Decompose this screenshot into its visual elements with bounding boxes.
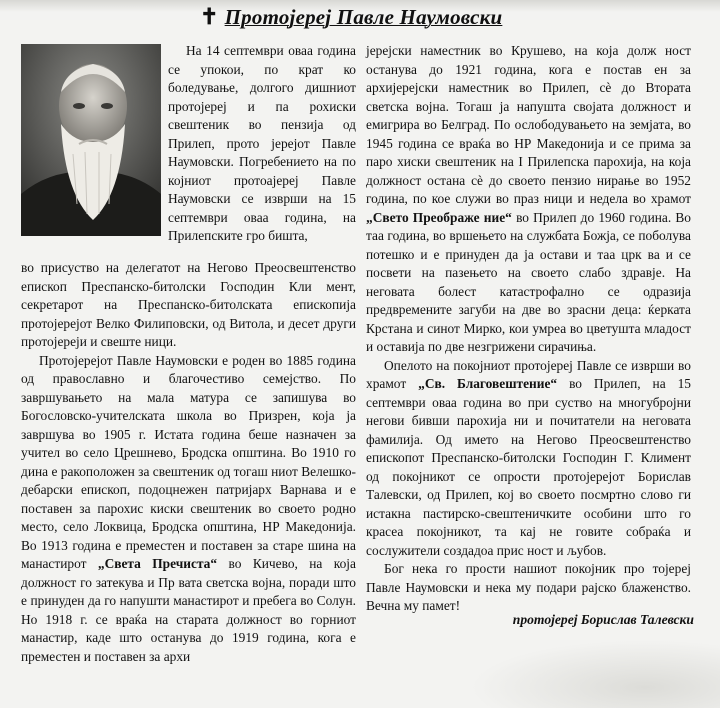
biography-text-a: Протојерејот Павле Наумовски е роден во 1885 година од православно и благочестиво семејство. По завршувањето на мала матура се запишува во Богословско-учителската школа во Призрен, која ја завршува во 1905 г. Истата година беше назначен за учител во село Црешнево, Бродска општина. Во 1910 го дина е ракоположен за свештеник од тогаш ниот Велешко-дебарски епископ, подоцнежен патријарх Варнава и е поставен за парохис киски свештеник во своето родно место, село Локвица, Бродска општина, НР Македонија. Во 1913 година е преместен и поставен за старе шина на манастирот (21, 352, 356, 571)
author-signature: протојереј Борислав Талевски (512, 612, 694, 627)
paragraph-intro: На 14 септември оваа година се упокои, по крат ко боледување, долгого дишниот протојереј и па рохиски свештеник во пензија од Прилеп, прото јерејот Павле Наумовски. Погребението на по којниот протоаjереј Павле Наумовски се изврши на 15 септември оваа година, на Прилепските гро биштa, (168, 43, 356, 243)
paragraph-career (366, 42, 691, 357)
reverse-page-bleed (470, 640, 720, 708)
annunciation-church-name: „Св. Благовештение“ (418, 376, 558, 391)
paragraph-closing-prayer: Бог нека го прости нашиот покојник про тојереј Павле Наумовски и нека му подари рајско блаженство. Вечна му памет! (366, 561, 691, 613)
column-2 (366, 42, 691, 616)
portrait-image (21, 44, 161, 236)
column-1-bottom (21, 259, 356, 666)
paragraph-funeral-attendees: во присуство на делегатот на Негово Преосвештенство епископ Преспанско-битолски Господин Кли мент, секретарот на Преспанско-битолската епископија протојереjот Велко Филиповски, од Витола, и десет други протојереји и свеште ници. (21, 260, 356, 349)
biography-text-b: во Кичево, на која должност го затекува и Пр вата светска војна, поради што е принуден да го напушти манастирот и пребега во Солун. Но 1918 г. се враќа на старата должност во горниот манастир, каде што останува до 1919 година, кога е преместен и поставен за архи (21, 556, 356, 664)
service-text-b: во Прилеп, на 15 септември оваа година во при суство на многубројни негови бивши парохија ни и почитатели на неговата фамилија. Од името на Негово Преосвештенство епископот Преспанско-битолски Господин Г. Климент од покојникот се опрости протојерејот Борислав Талевски, од Прилеп, кој во своето посмртно слово ги истакна пастирско-свештеничките особини што го красеа покојникот, та кај не говите собраќа и сослужители создадоа прис ност и љубов. (366, 376, 691, 558)
portrait-photo (21, 44, 161, 236)
church-name: „Свето Преображе ние“ (366, 209, 512, 225)
column-1-top (168, 42, 356, 246)
obituary-title (200, 4, 540, 30)
paragraph-biography (21, 352, 356, 667)
career-text-b: во Прилеп до 1960 година. Во таа година, во вршењето на службата Божја, се поболува потешко и е принуден да ја остави и таа црк ва и се посвети на пазењето на своето слабо здравје. На неговата болест катастрофално се одразија предвремените загуби на две во зрасни деца: ќерката Крстана и синот Мирко, кои умреа во цветушта младост и оставија по две незгрижени сирачиња. (366, 209, 692, 354)
cross-icon: ✝ (200, 4, 219, 29)
service-text-a: Опелото на покојниот протојереј Павле се изврши во храмот (366, 357, 691, 391)
title-text: Протојереј Павле Наумовски (224, 5, 503, 29)
career-text-a: јерејски наместник во Крушево, на која долж ност останува до 1921 година, кога е постав ен за архијерејски наместник во Прилеп, сè до Втората светска војна. Тогаш ја напушта својата должност и емигрира во Белград. По ослободувањето на земјата, во 1945 година се враќа во НР Македонија и се прима за паро хиски свештеник на I Прилепска парохија, на која должност остана сè до своето пензио нирање во 1952 година, по кое служи во праз ници и недела во храмот (366, 43, 691, 206)
paragraph-funeral-service (366, 357, 691, 561)
monastery-name: „Света Пречиста“ (97, 556, 218, 571)
